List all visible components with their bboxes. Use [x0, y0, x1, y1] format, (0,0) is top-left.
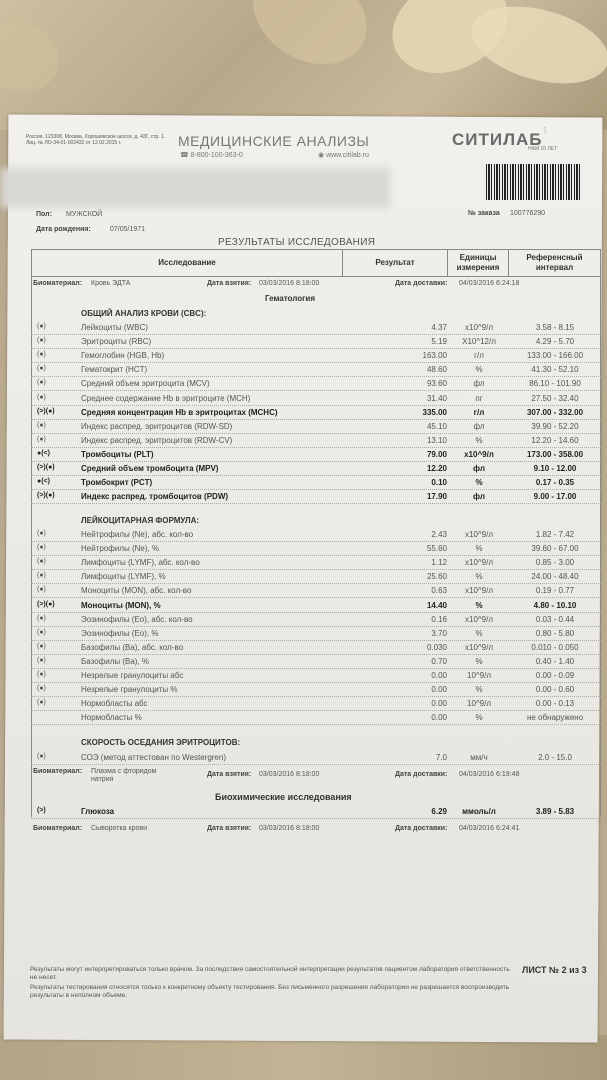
- table-row: [31, 462, 601, 476]
- col-header-ref: Референсный интервал: [508, 249, 601, 277]
- test-reference: 3.89 - 5.83: [535, 807, 575, 816]
- test-name: Лейкоциты (WBC): [81, 323, 148, 332]
- test-unit: г/л: [474, 351, 484, 361]
- flag-indicator: (●): [37, 379, 46, 387]
- test-result: 12.20: [426, 464, 447, 473]
- test-result: 79.00: [426, 449, 447, 459]
- footer-disclaimer-1: Результаты могут интерпретироваться только врачом. За последствия самостоятельной интерпретации результатов пациентом лаборатория ответственность не несет.: [30, 966, 510, 981]
- test-reference: 9.10 - 12.00: [533, 464, 577, 473]
- test-name: Лимфоциты (LYMF), %: [81, 572, 166, 582]
- flower-petal-decoration: [0, 7, 69, 104]
- test-reference: 0.010 - 0.050: [531, 642, 579, 652]
- test-unit: фл: [473, 421, 485, 431]
- test-unit: %: [475, 656, 483, 666]
- test-name: Средний объем эритроцита (MCV): [81, 379, 210, 389]
- table-row: [31, 627, 601, 641]
- dob-value: 07/05/1971: [110, 226, 146, 233]
- test-reference: не обнаружено: [526, 713, 584, 723]
- row-divider: [31, 503, 601, 504]
- test-unit: x10^9/л: [465, 642, 493, 652]
- table-row: [31, 448, 601, 462]
- test-reference: 173.00 - 358.00: [526, 449, 584, 459]
- table-row: [31, 349, 601, 363]
- test-name: Незрелые гранулоциты абс: [81, 671, 184, 680]
- col-header-units: Единицы измерения: [447, 249, 509, 277]
- test-unit: x10^9/л: [465, 586, 493, 596]
- test-result: 3.70: [431, 628, 447, 638]
- test-result: 5.19: [431, 337, 447, 347]
- test-reference: 0.80 - 5.80: [535, 628, 575, 638]
- website-url: www.citilab.ru: [326, 152, 369, 159]
- table-row: [31, 377, 601, 391]
- test-name: Эритроциты (RBC): [81, 337, 152, 347]
- flag-indicator: (>)(●): [37, 492, 55, 500]
- test-name: Индекс распред. эритроцитов (RDW-CV): [81, 435, 233, 445]
- test-result: 1.12: [431, 558, 447, 568]
- test-result: 0.10: [431, 478, 447, 488]
- test-name: Индекс распред. тромбоцитов (PDW): [81, 492, 229, 502]
- test-name: Нормобласты %: [81, 713, 142, 723]
- bio1-label: Биоматериал:: [33, 280, 83, 287]
- test-unit: 10^9/л: [467, 699, 491, 709]
- test-reference: 4.29 - 5.70: [535, 337, 575, 347]
- section-biochem: Биохимические исследования: [215, 792, 352, 802]
- test-name: Среднее содержание Hb в эритроците (MCH): [81, 393, 251, 403]
- logo-subtitle: НАМ 10 ЛЕТ: [528, 146, 558, 152]
- test-name: Эозинофилы (Eo), %: [81, 628, 159, 638]
- test-result: 0.70: [431, 656, 447, 666]
- flag-indicator: (>)(●): [37, 464, 55, 471]
- bio2-deliv-label: Дата доставки:: [395, 771, 448, 778]
- test-result: 335.00: [422, 407, 447, 417]
- table-row: [31, 570, 601, 584]
- section-cbc: ОБЩИЙ АНАЛИЗ КРОВИ (CBC):: [81, 309, 207, 318]
- test-reference: 86.10 - 101.90: [529, 379, 581, 389]
- test-unit: %: [475, 478, 483, 488]
- test-unit: x10^9/л: [465, 323, 493, 332]
- test-unit: %: [475, 572, 483, 582]
- table-row: [31, 641, 601, 655]
- test-reference: 9.00 - 17.00: [533, 492, 577, 502]
- test-reference: 0.03 - 0.44: [535, 614, 575, 624]
- test-name: Тромбокрит (PCT): [81, 478, 153, 488]
- flag-indicator: (●): [37, 671, 46, 678]
- test-unit: %: [475, 628, 483, 638]
- test-result: 0.00: [431, 699, 447, 709]
- test-result: 48.60: [426, 365, 447, 375]
- flag-indicator: (●): [37, 642, 46, 650]
- flower-petal-decoration: [463, 0, 607, 97]
- flag-indicator: (>): [37, 807, 46, 814]
- test-unit: мм/ч: [470, 753, 488, 762]
- order-value: 100776290: [510, 210, 546, 217]
- test-reference: 2.0 - 15.0: [538, 753, 572, 762]
- table-row: [31, 392, 601, 406]
- flag-indicator: (●): [37, 435, 46, 443]
- test-reference: 24.00 - 48.40: [531, 572, 579, 582]
- phone-number: 8-800-100-363-0: [190, 152, 243, 159]
- table-row: [31, 542, 601, 556]
- test-name: Тромбоциты (PLT): [81, 449, 154, 459]
- test-result: 14.40: [426, 600, 447, 610]
- test-name: Индекс распред. эритроцитов (RDW-SD): [81, 421, 233, 431]
- table-row: [31, 751, 601, 765]
- flag-indicator: (●): [37, 530, 46, 537]
- table-row: [31, 683, 601, 697]
- test-result: 0.63: [431, 586, 447, 596]
- test-unit: %: [475, 713, 483, 723]
- test-reference: 307.00 - 332.00: [526, 407, 584, 417]
- bio2-taken-label: Дата взятия:: [207, 771, 252, 778]
- table-row: [31, 805, 601, 819]
- flag-indicator: (●): [37, 544, 46, 552]
- flag-indicator: (●): [37, 656, 46, 664]
- table-row: [31, 599, 601, 613]
- flag-indicator: (●): [37, 572, 46, 580]
- test-result: 45.10: [426, 421, 447, 431]
- flag-indicator: (●): [37, 323, 46, 330]
- order-label: № заказа: [468, 210, 500, 217]
- flag-indicator: (●): [37, 558, 46, 566]
- flag-indicator: (●): [37, 614, 46, 622]
- test-result: 2.43: [431, 530, 447, 539]
- test-name: Гемоглобин (HGB, Hb): [81, 351, 165, 361]
- table-row: [31, 321, 601, 335]
- test-unit: X10^12/л: [462, 337, 496, 347]
- bio3-deliv-label: Дата доставки:: [395, 825, 448, 832]
- test-name: Нейтрофилы (Ne), абс. кол-во: [81, 530, 194, 539]
- test-unit: x10^9/л: [465, 614, 493, 624]
- test-reference: 3.58 - 8.15: [535, 323, 575, 332]
- header-website: ◉ www.citilab.ru: [318, 152, 369, 159]
- flag-indicator: ●(<): [37, 478, 50, 486]
- test-name: Моноциты (MON), абс. кол-во: [81, 586, 192, 596]
- test-reference: 12.20 - 14.60: [531, 435, 579, 445]
- row-divider: [31, 724, 601, 725]
- flag-indicator: (●): [37, 753, 46, 760]
- table-row: [31, 584, 601, 598]
- table-row: [31, 613, 601, 627]
- section-esr: СКОРОСТЬ ОСЕДАНИЯ ЭРИТРОЦИТОВ:: [81, 738, 241, 747]
- table-row: [31, 335, 601, 349]
- test-reference: 0.00 - 0.60: [535, 685, 575, 695]
- test-result: 0.16: [431, 614, 447, 624]
- table-row: [31, 420, 601, 434]
- lab-address: Россия, 123308, Москва, Хорошевское шоссе, д. 43Г, стр. 1. Лиц. № ЛО-34-01-002432 от 12.02.2015 г.: [26, 134, 166, 146]
- table-row: [31, 669, 601, 683]
- test-name: Эозинофилы (Eo), абс. кол-во: [81, 614, 193, 624]
- test-reference: 27.50 - 32.40: [531, 393, 579, 403]
- section-wbc-formula: ЛЕЙКОЦИТАРНАЯ ФОРМУЛА:: [81, 516, 200, 525]
- sheet-number: ЛИСТ № 2 из 3: [522, 965, 587, 975]
- flag-indicator: (●): [37, 365, 46, 373]
- test-unit: x10^9/л: [465, 558, 493, 568]
- sex-label: Пол:: [36, 211, 52, 218]
- test-name: Глюкоза: [81, 807, 115, 816]
- test-reference: 133.00 - 166.00: [526, 351, 584, 361]
- test-unit: 10^9/л: [467, 671, 491, 680]
- table-row: [31, 528, 601, 542]
- redacted-area: [0, 168, 390, 208]
- test-name: Средний объем тромбоцита (MPV): [81, 464, 219, 473]
- col-header-result: Результат: [342, 249, 448, 277]
- table-row: [31, 406, 601, 420]
- bio1-deliv-value: 04/03/2016 6:24:18: [459, 280, 520, 287]
- test-result: 4.37: [431, 323, 447, 332]
- test-name: Нормобласты абс: [81, 699, 148, 709]
- test-result: 0.00: [431, 713, 447, 723]
- test-unit: г/л: [473, 407, 485, 417]
- test-result: 7.0: [435, 753, 447, 762]
- flag-indicator: (●): [37, 351, 46, 359]
- test-name: Нейтрофилы (Ne), %: [81, 544, 160, 554]
- test-name: Базофилы (Ba), %: [81, 656, 149, 666]
- test-reference: 0.17 - 0.35: [535, 478, 575, 488]
- flag-indicator: (●): [37, 586, 46, 594]
- flag-indicator: (●): [37, 337, 46, 345]
- test-name: Незрелые гранулоциты %: [81, 685, 178, 695]
- test-unit: фл: [473, 492, 485, 502]
- test-result: 0.00: [431, 671, 447, 680]
- test-reference: 0.85 - 3.00: [535, 558, 575, 568]
- test-reference: 39.60 - 67.00: [531, 544, 579, 554]
- test-unit: %: [475, 435, 483, 445]
- test-unit: %: [475, 544, 483, 554]
- table-row: [31, 697, 601, 711]
- bio2-value: Плазма с фторидом натрия: [91, 768, 157, 783]
- row-divider: [31, 764, 601, 765]
- bio3-taken-value: 03/03/2016 8:18:00: [259, 825, 320, 832]
- table-row: [31, 711, 601, 725]
- test-unit: x10^9/л: [465, 530, 493, 539]
- table-row: [31, 655, 601, 669]
- header-title: МЕДИЦИНСКИЕ АНАЛИЗЫ: [178, 133, 370, 149]
- test-result: 0.030: [426, 642, 447, 652]
- bio2-deliv-value: 04/03/2016 6:19:48: [459, 771, 520, 778]
- test-reference: 41.30 - 52.10: [531, 365, 579, 375]
- test-result: 55.60: [426, 544, 447, 554]
- flag-indicator: ●(<): [37, 449, 50, 457]
- results-title: РЕЗУЛЬТАТЫ ИССЛЕДОВАНИЯ: [218, 237, 376, 248]
- table-row: [31, 490, 601, 504]
- table-row: [31, 363, 601, 377]
- bio2-taken-value: 03/03/2016 8:18:00: [259, 771, 320, 778]
- test-result: 31.40: [426, 393, 447, 403]
- test-name: Моноциты (MON), %: [81, 600, 161, 610]
- test-name: Лимфоциты (LYMF), абс. кол-во: [81, 558, 200, 568]
- test-unit: %: [475, 365, 483, 375]
- test-result: 93.60: [426, 379, 447, 389]
- test-name: СОЭ (метод аттестован по Westergren): [81, 753, 226, 762]
- barcode-image: [486, 164, 582, 200]
- header-phone: ☎ 8-800-100-363-0: [180, 152, 243, 159]
- sex-value: МУЖСКОЙ: [66, 211, 103, 218]
- bio1-deliv-label: Дата доставки:: [395, 280, 448, 287]
- table-row: [31, 476, 601, 490]
- test-reference: 0.00 - 0.13: [535, 699, 575, 709]
- citilab-logo: СИТИЛАБ: [452, 130, 543, 149]
- test-reference: 0.40 - 1.40: [535, 656, 575, 666]
- test-unit: фл: [473, 379, 485, 389]
- bio1-taken-label: Дата взятия:: [207, 280, 252, 287]
- bio3-deliv-value: 04/03/2016 6:24:41: [459, 825, 520, 832]
- test-reference: 1.82 - 7.42: [535, 530, 575, 539]
- flag-indicator: (●): [37, 421, 46, 429]
- test-result: 163.00: [422, 351, 447, 361]
- bio1-value: Кровь ЭДТА: [91, 280, 131, 287]
- test-reference: 4.80 - 10.10: [533, 600, 577, 610]
- test-result: 0.00: [431, 685, 447, 695]
- test-name: Гематокрит (HCT): [81, 365, 148, 375]
- test-name: Средняя концентрация Hb в эритроцитах (MCHC): [81, 407, 278, 417]
- test-unit: пг: [475, 393, 483, 403]
- flag-indicator: (●): [37, 699, 46, 707]
- bio3-label: Биоматериал:: [33, 825, 83, 832]
- test-unit: x10^9/л: [464, 449, 494, 459]
- dob-label: Дата рождения:: [36, 226, 91, 233]
- bio1-taken-value: 03/03/2016 8:18:00: [259, 280, 320, 287]
- test-unit: %: [475, 685, 483, 695]
- test-reference: 39.90 - 52.20: [531, 421, 579, 431]
- flag-indicator: (●): [37, 393, 46, 401]
- tablecloth-background-top: [0, 0, 607, 130]
- test-name: Базофилы (Ba), абс. кол-во: [81, 642, 184, 652]
- test-result: 25.60: [426, 572, 447, 582]
- row-divider: [31, 818, 601, 819]
- bio3-value: Сыворотка крови: [91, 825, 147, 832]
- logo-dots-icon: ⁞: [544, 126, 547, 135]
- col-header-test: Исследование: [31, 249, 343, 277]
- test-unit: фл: [473, 464, 485, 473]
- table-row: [31, 434, 601, 448]
- bio3-taken-label: Дата взятия:: [207, 825, 252, 832]
- test-reference: 0.19 - 0.77: [535, 586, 575, 596]
- test-unit: %: [475, 600, 483, 610]
- test-result: 17.90: [426, 492, 447, 502]
- bio2-label: Биоматериал:: [33, 768, 83, 775]
- flag-indicator: (>)(●): [37, 600, 55, 608]
- test-result: 6.29: [431, 807, 447, 816]
- test-reference: 0.00 - 0.09: [535, 671, 575, 680]
- flag-indicator: (●): [37, 628, 46, 636]
- flag-indicator: (●): [37, 685, 46, 693]
- flower-petal-decoration: [236, 0, 385, 84]
- flag-indicator: (>)(●): [37, 407, 55, 415]
- footer-disclaimer-2: Результаты тестирования относятся только к конкретному объекту тестирования. Без письменного разрешения лаборатории не разрешается воспроизводить результаты в неполном объеме.: [30, 984, 510, 999]
- section-hematology: Гематология: [265, 294, 316, 303]
- table-row: [31, 556, 601, 570]
- test-unit: ммоль/л: [462, 807, 496, 816]
- test-result: 13.10: [426, 435, 447, 445]
